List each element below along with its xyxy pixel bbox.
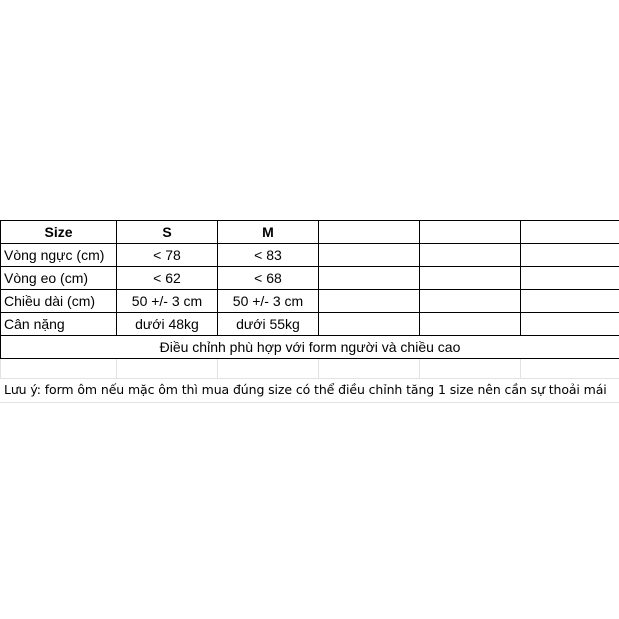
- empty-cell: [1, 359, 117, 379]
- empty-cell: [420, 359, 521, 379]
- header-s: S: [117, 221, 218, 244]
- empty-cell: [521, 290, 619, 313]
- header-row: [1, 221, 619, 244]
- empty-cell: [117, 359, 218, 379]
- cell-s: 50 +/- 3 cm: [117, 290, 218, 313]
- table-row: [1, 290, 619, 313]
- table-row: [1, 313, 619, 336]
- size-chart-sheet: [0, 220, 619, 379]
- row-label: Cân nặng: [1, 313, 117, 336]
- empty-cell: [521, 267, 619, 290]
- empty-cell: [521, 244, 619, 267]
- empty-cell: [420, 244, 521, 267]
- merged-note-cell: Điều chỉnh phù hợp với form người và chiều cao: [1, 336, 619, 359]
- note-text: Lưu ý: form ôm nếu mặc ôm thì mua đúng size có thể điều chỉnh tăng 1 size nên cần sự thoải mái: [4, 382, 607, 397]
- cell-m: < 68: [218, 267, 319, 290]
- empty-cell: [420, 267, 521, 290]
- cell-m: 50 +/- 3 cm: [218, 290, 319, 313]
- cell-s: < 78: [117, 244, 218, 267]
- empty-cell: [319, 290, 420, 313]
- table-row: [1, 244, 619, 267]
- row-label: Vòng eo (cm): [1, 267, 117, 290]
- empty-cell: [218, 359, 319, 379]
- cell-m: dưới 55kg: [218, 313, 319, 336]
- gridline: [0, 402, 619, 403]
- header-empty-cell: [521, 221, 619, 244]
- empty-cell: [420, 313, 521, 336]
- empty-cell: [319, 267, 420, 290]
- cell-s: dưới 48kg: [117, 313, 218, 336]
- empty-cell: [319, 359, 420, 379]
- empty-cell: [319, 244, 420, 267]
- header-m: M: [218, 221, 319, 244]
- row-label: Vòng ngực (cm): [1, 244, 117, 267]
- cell-m: < 83: [218, 244, 319, 267]
- empty-cell: [319, 313, 420, 336]
- header-size: Size: [1, 221, 117, 244]
- cell-s: < 62: [117, 267, 218, 290]
- size-table: [0, 220, 619, 379]
- row-label: Chiều dài (cm): [1, 290, 117, 313]
- merged-note-row: [1, 336, 619, 359]
- header-empty-cell: [420, 221, 521, 244]
- blank-row: [1, 359, 619, 379]
- table-row: [1, 267, 619, 290]
- header-empty-cell: [319, 221, 420, 244]
- empty-cell: [420, 290, 521, 313]
- empty-cell: [521, 313, 619, 336]
- empty-cell: [521, 359, 619, 379]
